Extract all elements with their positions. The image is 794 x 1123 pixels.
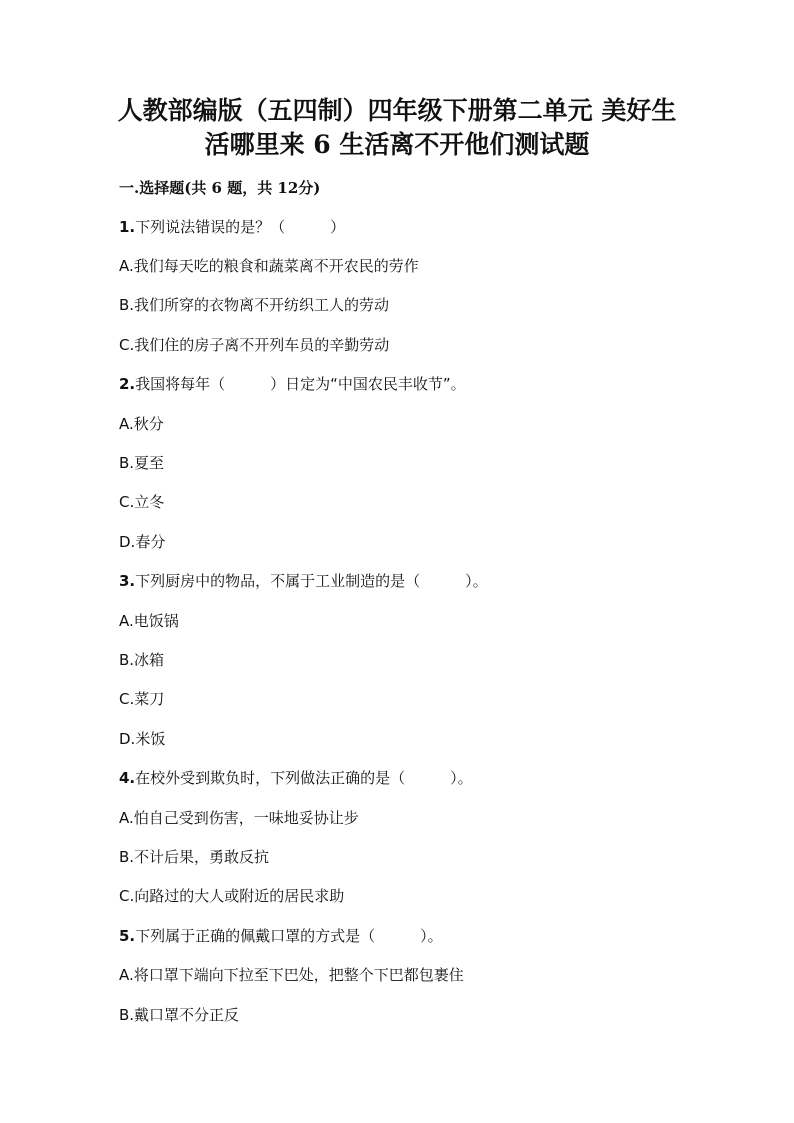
question-3 [119,571,488,591]
option-4-a: A.怕自己受到伤害，一味地妥协让步 [119,809,359,827]
option-3-d: D.米饭 [119,730,166,748]
option-4-c: C.向路过的大人或附近的居民求助 [119,887,345,905]
section-heading: 一.选择题(共 6 题，共 12分) [119,179,321,197]
option-2-c: C.立冬 [119,493,165,511]
option-3-b: B.冰箱 [119,651,165,669]
option-1-a: A.我们每天吃的粮食和蔬菜离不开农民的劳作 [119,257,419,275]
option-2-a: A.秋分 [119,415,164,433]
question-stem: 下列说法错误的是？（ ） [135,218,346,236]
option-2-b: B.夏至 [119,454,165,472]
question-number: 5. [119,927,136,945]
question-number: 4. [119,769,136,787]
question-stem: 下列属于正确的佩戴口罩的方式是（ ）。 [135,927,443,945]
question-number: 2. [119,375,136,393]
question-4 [119,768,473,788]
option-3-c: C.菜刀 [119,690,165,708]
question-stem: 下列厨房中的物品，不属于工业制造的是（ ）。 [135,572,488,590]
question-1 [119,217,345,237]
option-1-b: B.我们所穿的衣物离不开纺织工人的劳动 [119,296,390,314]
question-5 [119,926,443,946]
question-2 [119,374,466,394]
document-title-line-2: 活哪里来 6 生活离不开他们测试题 [204,130,590,159]
question-stem: 我国将每年（ ）日定为“中国农民丰收节”。 [135,375,466,393]
option-1-c: C.我们住的房子离不开列车员的辛勤劳动 [119,336,390,354]
question-number: 1. [119,218,136,236]
question-number: 3. [119,572,136,590]
option-5-a: A.将口罩下端向下拉至下巴处，把整个下巴都包裹住 [119,966,464,984]
option-4-b: B.不计后果，勇敢反抗 [119,848,270,866]
question-stem: 在校外受到欺负时，下列做法正确的是（ ）。 [135,769,473,787]
option-5-b: B.戴口罩不分正反 [119,1006,240,1024]
option-3-a: A.电饭锅 [119,612,179,630]
option-2-d: D.春分 [119,533,166,551]
document-title-line-1: 人教部编版（五四制）四年级下册第二单元 美好生 [117,96,677,125]
